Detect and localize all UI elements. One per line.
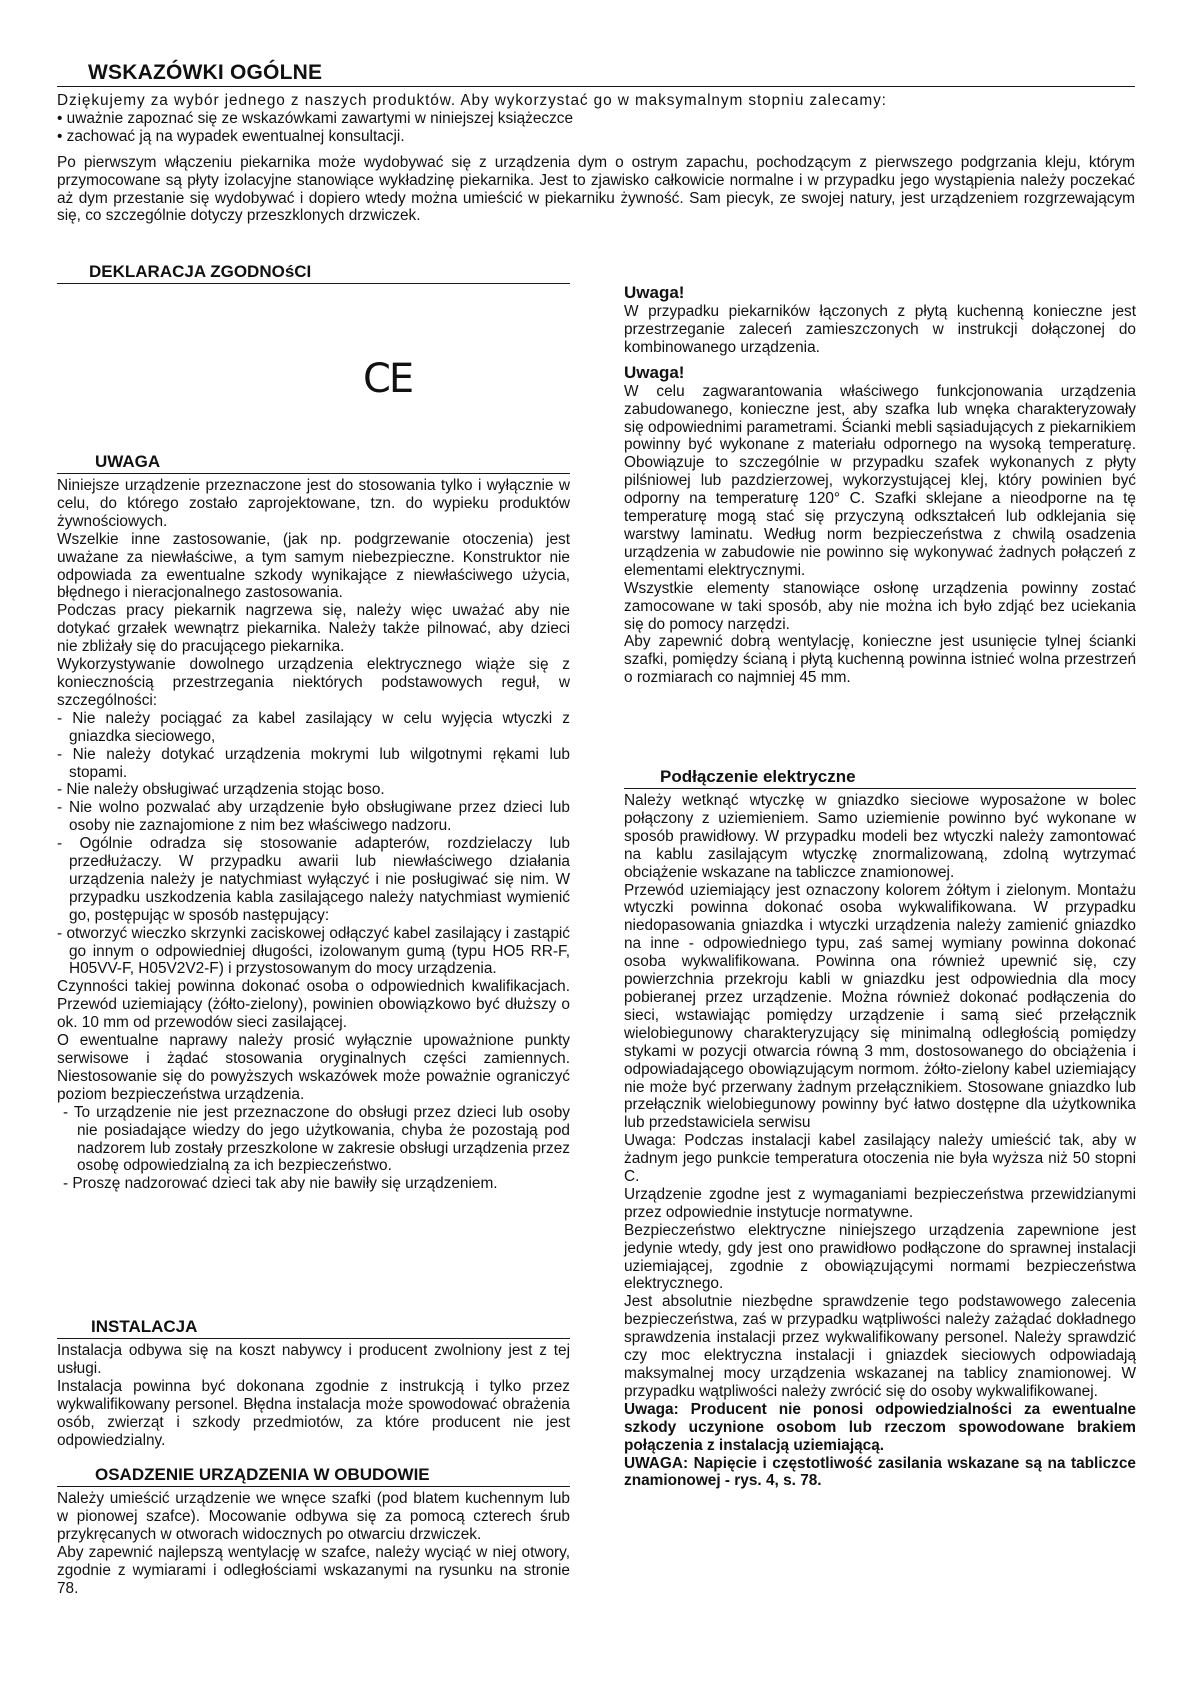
ce-mark-icon: CE	[363, 356, 413, 402]
electrical-rule	[624, 788, 1136, 789]
installation-title: INSTALACJA	[91, 1317, 198, 1336]
electrical-text: Należy wetknąć wtyczkę w gniazdko sieciowe wyposażone w bolec połączony z uziemieniem. Samo uziemienie powinno być wykonane w sposób prawidłowy. W przypadku modeli bez wtyczki należy zamontować na kablu zasilającym wtyczkę znormalizowaną, zdolną wytrzymać obciążenie wskazane na tabliczce znamionowej.	[624, 792, 1136, 881]
mounting-section	[57, 1490, 570, 1597]
warning-text: O ewentualne naprawy należy prosić wyłącznie upoważnione punkty serwisowe i żądać stosowania oryginalnych części zamiennych. Niestosowanie się do powyższych wskazówek może poważnie ograniczyć poziom bezpieczeństwa urządzenia.	[57, 1032, 570, 1103]
intro-paragraph: Po pierwszym włączeniu piekarnika może wydobywać się z urządzenia dym o ostrym zapachu, pochodzącym z pierwszego podgrzania kleju, którym przymocowane są płyty izolacyjne stanowiące wykładzinę piekarnika. Jest to zjawisko całkowicie normalne i w przypadku jego wystąpienia należy poczekać aż dym przestanie się wydobywać i dopiero wtedy można umieścić w piekarniku żywność. Sam piecyk, ze swojej natury, jest urządzeniem rozgrzewającym się, co szczególnie dotyczy przeszklonych drzwiczek.	[57, 153, 1135, 225]
warning-item: - Nie należy pociągać za kabel zasilający w celu wyjęcia wtyczki z gniazdka sieciowego,	[57, 709, 570, 745]
electrical-text: Bezpieczeństwo elektryczne niniejszego urządzenia zapewnione jest jedynie wtedy, gdy jest ono prawidłowo podłączone do sprawnej instalacji uziemiającej, zgodnie z obowiązującymi normami bezpieczeństwa elektrycznego.	[624, 1221, 1136, 1293]
electrical-text: Urządzenie zgodne jest z wymaganiami bezpieczeństwa przewidzianymi przez odpowiednie instytucje normatywne.	[624, 1185, 1136, 1221]
page-title: WSKAZÓWKI OGÓLNE	[88, 61, 323, 84]
electrical-warning: Uwaga: Producent nie ponosi odpowiedzialności za ewentualne szkody uczynione osobom lub rzeczom spowodowane brakiem połączenia z instalacją uziemiającą.	[624, 1400, 1136, 1454]
warning-item: - Nie należy dotykać urządzenia mokrymi lub wilgotnymi rękami lub stopami.	[57, 745, 570, 781]
warning-text: Czynności takiej powinna dokonać osoba o odpowiednich kwalifikacjach. Przewód uziemiający (żółto-zielony), powinien obowiązkowo być dłuższy o ok. 10 mm od przewodów sieci zasilającej.	[57, 978, 570, 1032]
installation-section	[57, 1342, 570, 1449]
note-title: Uwaga!	[624, 362, 685, 382]
warning-text: Podczas pracy piekarnik nagrzewa się, należy więc uważać aby nie dotykać grzałek wewnątrz piekarnika. Należy także pilnować, aby dzieci nie zbliżały się do pracującego piekarnika.	[57, 602, 570, 656]
warning-item: - To urządzenie nie jest przeznaczone do obsługi przez dzieci lub osoby nie posiadające wiedzy do jego użytkowania, chyba że pozostają pod nadzorem lub zostały przeszkolone w zakresie obsługi urządzenia przez osobę odpowiedzialną za ich bezpieczeństwo.	[63, 1103, 570, 1175]
declaration-rule	[57, 283, 570, 284]
mounting-rule	[57, 1486, 570, 1487]
warning-item: - Proszę nadzorować dzieci tak aby nie bawiły się urządzeniem.	[63, 1175, 498, 1193]
right-column	[624, 283, 1136, 687]
warning-item: - otworzyć wieczko skrzynki zaciskowej odłączyć kabel zasilający i zastąpić go innym o odpowiedniej długości, izolowanym gumą (typu HO5 RR-F, H05VV-F, H05V2V2-F) i przystosowanym do mocy urządzenia.	[57, 924, 570, 978]
installation-text: Instalacja powinna być dokonana zgodnie z instrukcją i tylko przez wykwalifikowany personel. Błędna instalacja może spowodować obrażenia osób, zwierząt i szkody przedmiotów, za które producent nie jest odpowiedzialny.	[57, 1377, 570, 1449]
warning-rule	[57, 473, 570, 474]
electrical-section	[624, 792, 1136, 1490]
electrical-title: Podłączenie elektryczne	[660, 767, 856, 786]
electrical-text: Uwaga: Podczas instalacji kabel zasilający należy umieścić tak, aby w żadnym jego punkcie temperatura otoczenia nie była wyższa niż 50 stopni C.	[624, 1132, 1136, 1186]
warning-text: Niniejsze urządzenie przeznaczone jest do stosowania tylko i wyłącznie w celu, do którego zostało zaprojektowane, tzn. do wypieku produktów żywnościowych.	[57, 477, 570, 530]
note-text: W celu zagwarantowania właściwego funkcjonowania urządzenia zabudowanego, konieczne jest, aby szafka lub wnęka charakteryzowały się odpowiednimi parametrami. Ścianki mebli sąsiadujących z piekarnikiem powinny być wykonane z materiału odpornego na wysoką temperaturę. Obowiązuje to szczególnie w przypadku szafek wykonanych z płyty pilśniowej lub pazdzierzowej, wykorzystującej klej, który powinien być odporny na temperaturę 120° C. Szafki sklejane a nieodporne na tę temperaturę mogą stać się przyczyną odkształceń lub odklejania się warstwy laminatu. Według norm bezpieczeństwa z chwilą osadzenia urządzenia w zabudowie nie powinno się wykonywać żadnych połączeń z elementami elektrycznymi.	[624, 382, 1136, 579]
note-text: Wszystkie elementy stanowiące osłonę urządzenia powinny zostać zamocowane w taki sposób, aby nie można ich było zdjąć bez uciekania się do pomocy narzędzi.	[624, 579, 1136, 633]
mounting-text: Aby zapewnić najlepszą wentylację w szafce, należy wyciąć w niej otwory, zgodnie z wymiarami i odległościami wskazanymi na rysunku na stronie 78.	[57, 1543, 570, 1597]
electrical-text: Jest absolutnie niezbędne sprawdzenie tego podstawowego zalecenia bezpieczeństwa, zaś w przypadku wątpliwości należy zażądać dokładnego sprawdzenia instalacji przez wykwalifikowany personel. Należy sprawdzić czy moc elektryczna instalacji i gniazdek sieciowych odpowiadają maksymalnej mocy urządzenia wskazanej na tablicy znamionowej. W przypadku wątpliwości należy zwrócić się do osoby wykwalifikowanej.	[624, 1293, 1136, 1400]
title-rule	[57, 86, 1135, 87]
note-text: Aby zapewnić dobrą wentylację, konieczne jest usunięcie tylnej ścianki szafki, pomiędzy ścianą i płytą kuchenną powinna istnieć wolna przestrzeń o rozmiarach co najmniej 45 mm.	[624, 633, 1136, 687]
intro-bullet: • zachować ją na wypadek ewentualnej konsultacji.	[57, 127, 405, 145]
note-title: Uwaga!	[624, 283, 685, 302]
warning-item: - Nie należy obsługiwać urządzenia stojąc boso.	[57, 781, 385, 799]
mounting-text: Należy umieścić urządzenie we wnęce szafki (pod blatem kuchennym lub w pionowej szafce). Mocowanie odbywa się za pomocą czterech śrub przykręcanych w otworach widocznych po otwarciu drzwiczek.	[57, 1490, 570, 1543]
intro-text: Dziękujemy za wybór jednego z naszych produktów. Aby wykorzystać go w maksymalnym stopniu zalecamy:	[57, 92, 887, 109]
general-section	[57, 92, 1135, 225]
warning-section	[57, 477, 570, 1193]
note-text: W przypadku piekarników łączonych z płytą kuchenną konieczne jest przestrzeganie zaleceń zamieszczonych w instrukcji dołączonej do kombinowanego urządzenia.	[624, 303, 1136, 356]
warning-item: - Ogólnie odradza się stosowanie adapterów, rozdzielaczy lub przedłużaczy. W przypadku awarii lub niewłaściwego działania urządzenia należy je natychmiast wyłączyć i nie posługiwać się nim. W przypadku uszkodzenia kabla zasilającego należy natychmiast wymienić go, postępując w sposób następujący:	[57, 835, 570, 924]
intro-bullet: • uważnie zapoznać się ze wskazówkami zawartymi w niniejszej książeczce	[57, 109, 574, 127]
warning-text: Wszelkie inne zastosowanie, (jak np. podgrzewanie otoczenia) jest uważane za niewłaściwe, a tym samym niebezpieczne. Konstruktor nie odpowiada za ewentualne szkody wynikające z niewłaściwego użycia, błędnego i nieracjonalnego zastosowania.	[57, 530, 570, 602]
installation-rule	[57, 1338, 570, 1339]
installation-text: Instalacja odbywa się na koszt nabywcy i producent zwolniony jest z tej usługi.	[57, 1342, 570, 1377]
warning-title: UWAGA	[95, 452, 161, 471]
mounting-title: OSADZENIE URZĄDZENIA W OBUDOWIE	[95, 1465, 430, 1484]
declaration-title: DEKLARACJA ZGODNOśCI	[89, 262, 312, 281]
warning-text: Wykorzystywanie dowolnego urządzenia elektrycznego wiąże się z koniecznością przestrzegania niektórych podstawowych reguł, w szczególności:	[57, 656, 570, 709]
warning-item: - Nie wolno pozwalać aby urządzenie było obsługiwane przez dzieci lub osoby nie zaznajomione z nim bez właściwego nadzoru.	[57, 799, 570, 835]
electrical-warning: UWAGA: Napięcie i częstotliwość zasilania wskazane są na tabliczce znamionowej - rys. 4, s. 78.	[624, 1454, 1136, 1490]
electrical-text: Przewód uziemiający jest oznaczony kolorem żółtym i zielonym. Montażu wtyczki powinna dokonać osoba wykwalifikowana. W przypadku niedopasowania gniazdka i wtyczki urządzenia należy zamienić gniazdko na inne - odpowiedniego typu, zaś samej wymiany powinna dokonać osoba wykwalifikowana. Powinna ona również upewnić się, czy powierzchnia przekroju kabli w gniazdku jest odpowiednia dla mocy pobieranej przez urządzenie. Można również dokonać podłączenia do sieci, wstawiając pomiędzy urządzenie i samą sieć przełącznik wielobiegunowy charakteryzujący się minimalną odległością pomiędzy stykami w pozycji otwarcia równą 3 mm, dostosowanego do obciążenia i odpowiadającego obowiązującym normom. żółto-zielony kabel uziemiający nie może być przerwany żadnym przełącznikiem. Stosowane gniazdko lub przełącznik wielobiegunowy powinny być łatwo dostępne dla użytkownika lub przedstawiciela serwisu	[624, 881, 1136, 1132]
